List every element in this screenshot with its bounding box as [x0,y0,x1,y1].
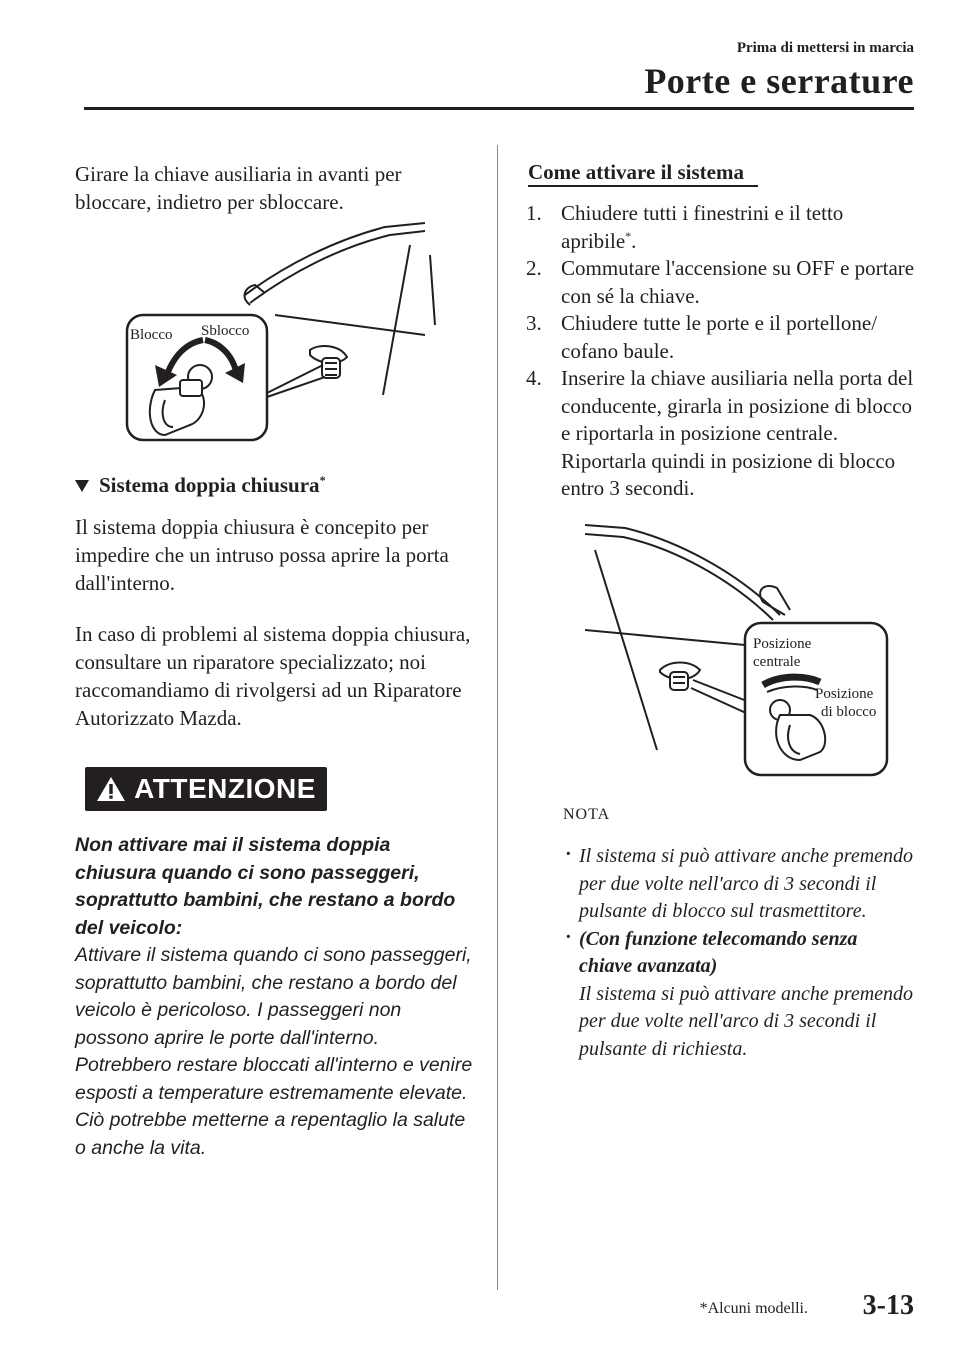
paragraph-purpose: Il sistema doppia chiusura è concepito per impedire che un intruso possa aprire la porta dall'interno. [75,515,449,595]
column-divider [497,145,498,1290]
section-heading [75,473,326,498]
step-item [526,255,921,310]
label-lock-line2: di blocco [821,704,877,720]
step-text: Chiudere tutti i finestrini e il tetto apribile [561,201,844,253]
step-item [526,310,921,365]
intro-paragraph: Girare la chiave ausiliaria in avanti per bloccare, indietro per sbloccare. [75,162,402,214]
step-text: Inserire la chiave ausiliaria nella porta del conducente, girarla in posizione di blocco e riportarla in posizione centrale. Riportarla quindi in posizione di blocco entro 3 secondi. [561,366,914,500]
figure-key-positions [585,520,895,780]
warning-body: Attivare il sistema quando ci sono passeggeri, soprattutto bambini, che restano a bordo del veicolo è pericoloso. I passeggeri non possono aprire le porte dall'interno. Potrebbero restare bloccati all'interno e venire esposti a temperature estremamente elevate. Ciò potrebbe metterne a repentaglio la salute o anche la vita. [75,944,473,1159]
warning-icon [96,776,126,802]
activation-heading: Come attivare il sistema [528,160,744,184]
note-item [563,843,913,926]
notes-list [563,843,913,1063]
paragraph-service: In caso di problemi al sistema doppia chiusura, consultare un riparatore specializzato; noi raccomandiamo di rivolgersi ad un Riparatore Autorizzato Mazda. [75,622,471,730]
header-section: Prima di mettersi in marcia [736,40,914,56]
note-item [563,926,913,1064]
heading-underline [528,185,758,187]
step-number: 4. [526,366,542,390]
step-text: Chiudere tutte le porte e il portellone/ cofano baule. [561,311,878,363]
note-text: Il sistema si può attivare anche premendo per due volte nell'arco di 3 secondi il pulsante di blocco sul trasmettitore. [579,845,914,922]
note-text: Il sistema si può attivare anche premendo per due volte nell'arco di 3 secondi il pulsante di richiesta. [579,982,914,1060]
asterisk-mark: * [625,228,632,243]
triangle-icon [75,480,89,492]
label-unlock: Sblocco [201,323,250,339]
step-number: 2. [526,256,542,280]
step-item [526,365,921,503]
label-center-line1: Posizione [753,636,812,652]
page-number: 3-13 [862,1290,914,1321]
label-lock: Blocco [130,327,173,343]
step-tail: . [631,228,637,253]
page-title: Porte e serrature [644,61,914,101]
warning-badge [85,767,327,811]
step-number: 3. [526,311,542,335]
note-label: NOTA [563,806,611,823]
note-bold: (Con funzione telecomando senza chiave avanzata) [579,927,858,977]
figure-key-lock-unlock [125,215,445,445]
header-rule [84,107,914,110]
step-text: Commutare l'accensione su OFF e portare con sé la chiave. [561,256,915,308]
label-lock-line1: Posizione [815,686,874,702]
warning-bold: Non attivare mai il sistema doppia chiusura quando ci sono passeggeri, soprattutto bambini, che restano a bordo del veicolo: [75,834,456,939]
step-number: 1. [526,201,542,225]
asterisk-mark: * [319,473,326,487]
warning-text [75,832,475,1162]
footnote: *Alcuni modelli. [699,1300,808,1317]
step-item [526,200,921,255]
label-center-line2: centrale [753,654,801,670]
warning-label: ATTENZIONE [134,773,316,804]
section-title-text: Sistema doppia chiusura [99,473,320,497]
steps-list [526,200,921,503]
